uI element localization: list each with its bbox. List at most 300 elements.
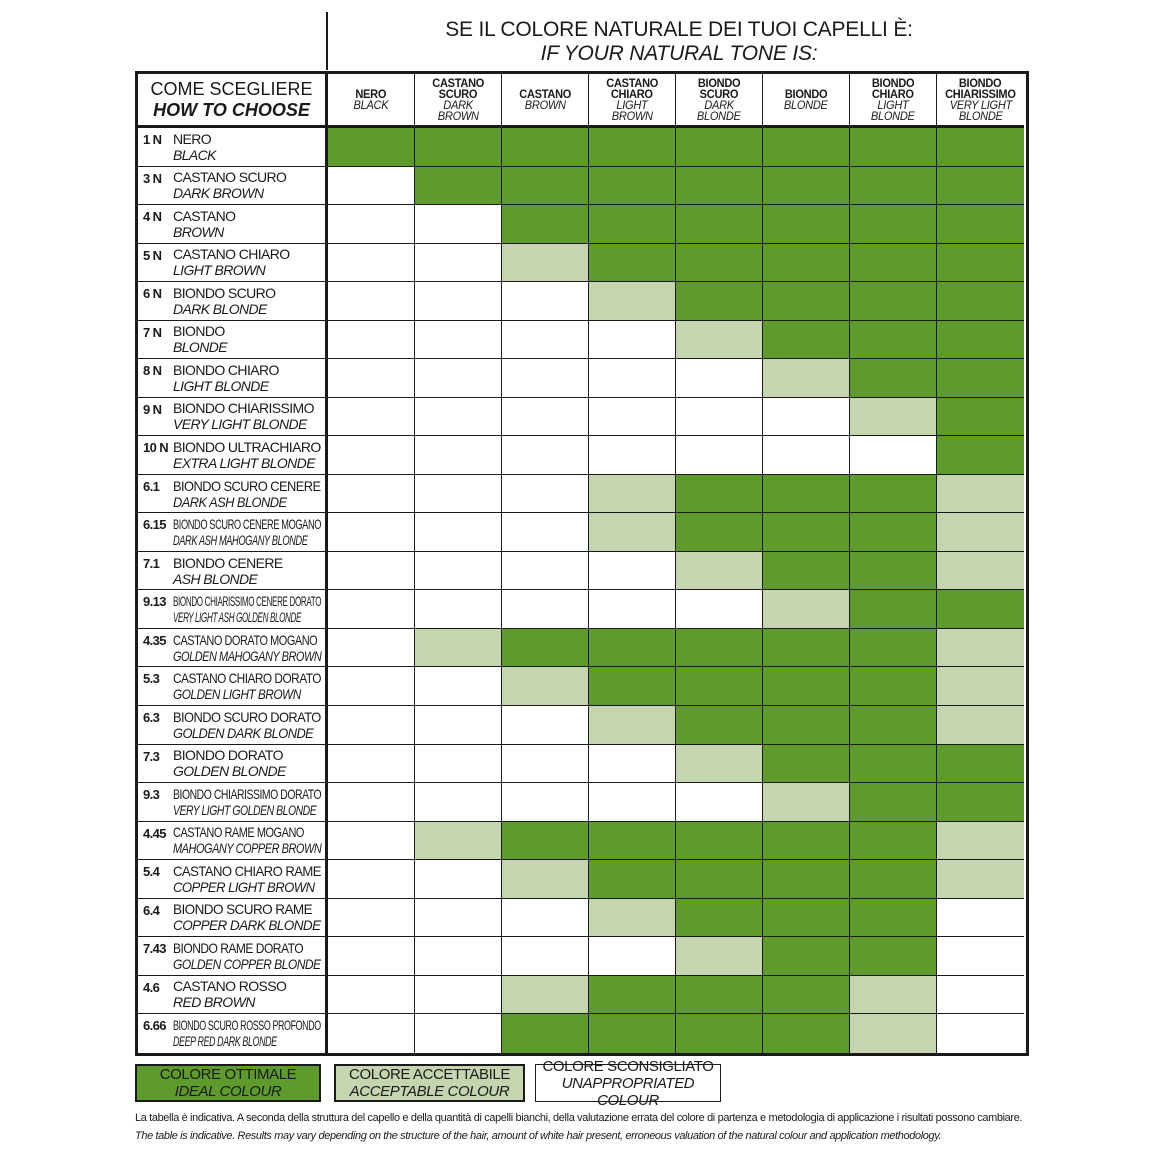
rating-cell-ideal — [328, 128, 415, 167]
rating-cell-acceptable — [937, 667, 1024, 706]
rating-cell-ideal — [589, 822, 676, 861]
rating-cell-unappropriated — [328, 667, 415, 706]
rating-cell-ideal — [850, 860, 937, 899]
row-label — [138, 629, 328, 668]
rating-cell-ideal — [763, 1014, 850, 1053]
row-names — [173, 439, 321, 471]
column-header-en: BLONDE — [784, 97, 828, 112]
row-name-en: MAHOGANY COPPER BROWN — [173, 840, 322, 857]
rating-cell-unappropriated — [328, 899, 415, 938]
row-label — [138, 860, 328, 899]
rating-cell-acceptable — [937, 629, 1024, 668]
rating-cell-ideal — [763, 706, 850, 745]
row-name-it: CASTANO SCURO — [173, 169, 287, 186]
rating-cell-ideal — [502, 205, 589, 244]
row-code: 4.6 — [143, 979, 160, 995]
rating-cell-ideal — [589, 629, 676, 668]
column-header — [415, 74, 502, 128]
rating-cell-ideal — [502, 629, 589, 668]
rating-cell-ideal — [850, 359, 937, 398]
row-name-en: COPPER LIGHT BROWN — [173, 878, 315, 895]
row-name-it: CASTANO — [173, 207, 236, 224]
rating-cell-ideal — [676, 706, 763, 745]
rating-cell-ideal — [850, 128, 937, 167]
rating-cell-acceptable — [589, 475, 676, 514]
rating-cell-ideal — [937, 359, 1024, 398]
rating-cell-unappropriated — [502, 745, 589, 784]
row-code: 10 N — [143, 440, 169, 456]
row-code: 7.1 — [143, 555, 160, 571]
rating-cell-unappropriated — [415, 706, 502, 745]
rating-cell-unappropriated — [415, 552, 502, 591]
legend-unappropriated-label-en: UNAPPROPRIATED COLOUR — [561, 1074, 695, 1109]
row-code: 5 N — [143, 247, 162, 263]
rating-cell-ideal — [937, 745, 1024, 784]
rating-cell-ideal — [589, 244, 676, 283]
rating-cell-unappropriated — [676, 436, 763, 475]
rating-cell-ideal — [676, 976, 763, 1015]
rating-cell-ideal — [850, 321, 937, 360]
rating-cell-unappropriated — [328, 167, 415, 206]
row-name-it: BIONDO CHIARISSIMO — [173, 400, 314, 417]
rating-cell-ideal — [502, 1014, 589, 1053]
row-names — [173, 901, 326, 933]
row-name-en: GOLDEN LIGHT BROWN — [173, 686, 301, 703]
row-code: 6.66 — [143, 1018, 166, 1034]
rating-cell-unappropriated — [676, 783, 763, 822]
row-name-it: CASTANO CHIARO RAME — [173, 862, 321, 879]
row-label — [138, 783, 328, 822]
rating-cell-ideal — [763, 629, 850, 668]
rating-cell-unappropriated — [415, 590, 502, 629]
row-names — [173, 747, 286, 779]
rating-cell-unappropriated — [415, 436, 502, 475]
rating-cell-unappropriated — [415, 783, 502, 822]
rating-cell-ideal — [850, 899, 937, 938]
rating-cell-unappropriated — [502, 590, 589, 629]
rating-cell-ideal — [850, 706, 937, 745]
column-header-en: DARK — [704, 97, 734, 112]
rating-cell-acceptable — [502, 976, 589, 1015]
column-header — [502, 74, 589, 128]
rating-cell-unappropriated — [328, 706, 415, 745]
rating-cell-ideal — [676, 667, 763, 706]
rating-cell-acceptable — [589, 282, 676, 321]
rating-cell-unappropriated — [415, 745, 502, 784]
row-name-it: CASTANO DORATO MOGANO — [173, 631, 318, 648]
column-header-it: BIONDO — [959, 75, 1002, 90]
row-name-en: RED BROWN — [173, 994, 255, 1011]
rating-cell-unappropriated — [589, 937, 676, 976]
row-name-en: DEEP RED DARK BLONDE — [173, 1033, 277, 1050]
column-header-en: BLONDE — [958, 108, 1003, 123]
rating-cell-ideal — [850, 282, 937, 321]
rating-cell-ideal — [763, 937, 850, 976]
rating-cell-ideal — [763, 128, 850, 167]
rating-cell-unappropriated — [415, 860, 502, 899]
legend-acceptable-label-en: ACCEPTABLE COLOUR — [349, 1083, 510, 1100]
row-name-en: GOLDEN DARK BLONDE — [173, 724, 314, 741]
rating-cell-ideal — [763, 513, 850, 552]
row-code: 6.1 — [143, 478, 160, 494]
rating-cell-unappropriated — [502, 436, 589, 475]
rating-cell-unappropriated — [763, 436, 850, 475]
column-header-en: BLONDE — [871, 108, 915, 123]
rating-cell-ideal — [676, 244, 763, 283]
rating-cell-acceptable — [937, 513, 1024, 552]
rating-cell-unappropriated — [502, 398, 589, 437]
corner-label-en: HOW TO CHOOSE — [153, 99, 310, 120]
rating-cell-ideal — [850, 745, 937, 784]
column-header — [589, 74, 676, 128]
rating-cell-unappropriated — [502, 899, 589, 938]
column-header-it: CHIARISSIMO — [945, 86, 1016, 101]
row-code: 8 N — [143, 363, 162, 379]
row-code: 7.3 — [143, 748, 160, 764]
row-label — [138, 590, 328, 629]
column-header-en: BROWN — [437, 108, 479, 123]
row-name-it: BIONDO CENERE — [173, 554, 283, 571]
rating-cell-ideal — [589, 860, 676, 899]
row-names — [173, 863, 328, 895]
rating-cell-unappropriated — [502, 937, 589, 976]
row-code: 4.35 — [143, 632, 166, 648]
rating-cell-ideal — [763, 976, 850, 1015]
row-code: 6 N — [143, 286, 162, 302]
rating-cell-acceptable — [676, 745, 763, 784]
rating-cell-unappropriated — [328, 398, 415, 437]
row-names — [173, 400, 314, 432]
row-name-it: CASTANO ROSSO — [173, 978, 287, 995]
row-label — [138, 436, 328, 475]
rating-cell-unappropriated — [328, 552, 415, 591]
rating-cell-ideal — [589, 1014, 676, 1053]
rating-cell-acceptable — [763, 590, 850, 629]
rating-cell-acceptable — [763, 359, 850, 398]
row-label — [138, 976, 328, 1015]
rating-cell-ideal — [763, 899, 850, 938]
rating-cell-ideal — [763, 745, 850, 784]
rating-cell-unappropriated — [328, 783, 415, 822]
row-name-en: BLONDE — [173, 339, 227, 356]
rating-cell-unappropriated — [676, 398, 763, 437]
rating-cell-ideal — [937, 436, 1024, 475]
row-name-it: BIONDO DORATO — [173, 747, 283, 764]
row-name-it: NERO — [173, 130, 212, 147]
row-code: 9 N — [143, 401, 162, 417]
rating-cell-acceptable — [937, 706, 1024, 745]
rating-cell-ideal — [502, 822, 589, 861]
rating-cell-unappropriated — [589, 436, 676, 475]
rating-cell-unappropriated — [937, 899, 1024, 938]
rating-cell-ideal — [850, 783, 937, 822]
column-header — [328, 74, 415, 128]
row-name-it: BIONDO SCURO ROSSO PROFONDO — [173, 1017, 321, 1034]
rating-cell-acceptable — [937, 822, 1024, 861]
row-name-en: COPPER DARK BLONDE — [173, 917, 321, 934]
rating-cell-unappropriated — [589, 783, 676, 822]
rating-cell-acceptable — [676, 937, 763, 976]
rating-cell-unappropriated — [589, 359, 676, 398]
rating-cell-unappropriated — [937, 937, 1024, 976]
row-names — [173, 786, 328, 818]
rating-cell-unappropriated — [328, 475, 415, 514]
rating-cell-ideal — [850, 667, 937, 706]
rating-cell-acceptable — [589, 706, 676, 745]
row-name-en: DARK BROWN — [173, 185, 264, 202]
row-name-it: BIONDO SCURO DORATO — [173, 708, 321, 725]
rating-cell-ideal — [763, 167, 850, 206]
row-name-it: CASTANO CHIARO — [173, 246, 290, 263]
row-code: 6.15 — [143, 517, 166, 533]
row-names — [173, 285, 275, 317]
rating-cell-acceptable — [937, 552, 1024, 591]
column-header-it: CHIARO — [611, 86, 653, 101]
row-name-en: DARK ASH MAHOGANY BLONDE — [173, 532, 308, 549]
row-names — [173, 593, 328, 625]
column-header-en: BLACK — [353, 97, 389, 112]
rating-cell-acceptable — [850, 398, 937, 437]
row-names — [173, 169, 286, 201]
rating-cell-ideal — [676, 899, 763, 938]
row-names — [173, 555, 283, 587]
rating-cell-acceptable — [589, 513, 676, 552]
row-label — [138, 745, 328, 784]
chart-title-english: IF YOUR NATURAL TONE IS: — [540, 42, 818, 65]
rating-cell-unappropriated — [415, 244, 502, 283]
rating-cell-acceptable — [589, 899, 676, 938]
legend-unappropriated-label-it: COLORE SCONSIGLIATO — [542, 1057, 714, 1075]
rating-cell-ideal — [676, 513, 763, 552]
rating-cell-ideal — [850, 167, 937, 206]
row-code: 1 N — [143, 132, 162, 147]
row-code: 9.13 — [143, 594, 166, 610]
rating-cell-ideal — [850, 937, 937, 976]
rating-cell-unappropriated — [589, 398, 676, 437]
row-code: 6.4 — [143, 902, 160, 918]
row-name-it: CASTANO RAME MOGANO — [173, 824, 304, 841]
rating-cell-acceptable — [676, 552, 763, 591]
row-label — [138, 205, 328, 244]
rating-cell-acceptable — [502, 667, 589, 706]
column-header — [763, 74, 850, 128]
column-header-it: BIONDO — [697, 75, 741, 90]
row-code: 6.3 — [143, 709, 160, 725]
rating-cell-ideal — [676, 167, 763, 206]
row-name-it: BIONDO CHIARISSIMO CENERE DORATO — [173, 593, 322, 610]
rating-cell-ideal — [937, 783, 1024, 822]
row-code: 3 N — [143, 170, 162, 186]
color-choice-table — [135, 71, 1029, 1056]
column-header — [937, 74, 1024, 128]
row-name-en: VERY LIGHT ASH GOLDEN BLONDE — [173, 609, 302, 626]
column-header-en: DARK — [443, 97, 473, 112]
column-header-it: BIONDO — [784, 86, 828, 101]
rating-cell-ideal — [589, 667, 676, 706]
rating-cell-ideal — [763, 822, 850, 861]
rating-cell-unappropriated — [328, 205, 415, 244]
rating-cell-ideal — [937, 244, 1024, 283]
legend-ideal-label-en: IDEAL COLOUR — [174, 1083, 282, 1100]
rating-cell-unappropriated — [415, 667, 502, 706]
rating-cell-ideal — [676, 860, 763, 899]
row-name-it: BIONDO RAME DORATO — [173, 939, 304, 956]
rating-cell-unappropriated — [415, 976, 502, 1015]
rating-cell-unappropriated — [676, 359, 763, 398]
legend-ideal — [135, 1064, 321, 1102]
row-name-en: LIGHT BLONDE — [173, 377, 269, 394]
rating-cell-acceptable — [502, 860, 589, 899]
column-header-it: SCURO — [438, 86, 478, 101]
rating-cell-unappropriated — [415, 937, 502, 976]
row-names — [173, 940, 328, 972]
row-label — [138, 1014, 328, 1053]
row-label — [138, 706, 328, 745]
row-name-en: ASH BLONDE — [173, 570, 258, 587]
row-name-en: VERY LIGHT GOLDEN BLONDE — [173, 801, 317, 818]
rating-cell-unappropriated — [415, 398, 502, 437]
rating-cell-unappropriated — [415, 475, 502, 514]
rating-cell-ideal — [676, 205, 763, 244]
row-label — [138, 552, 328, 591]
row-name-it: BIONDO SCURO RAME — [173, 901, 313, 918]
column-header-it: BIONDO — [871, 75, 915, 90]
rating-cell-unappropriated — [328, 1014, 415, 1053]
row-label — [138, 937, 328, 976]
row-names — [173, 478, 328, 510]
row-code: 4 N — [143, 209, 162, 225]
row-name-en: EXTRA LIGHT BLONDE — [173, 455, 315, 472]
rating-cell-ideal — [676, 629, 763, 668]
rating-cell-unappropriated — [415, 513, 502, 552]
rating-cell-ideal — [937, 167, 1024, 206]
rating-cell-ideal — [937, 205, 1024, 244]
rating-cell-unappropriated — [937, 976, 1024, 1015]
rating-cell-unappropriated — [502, 706, 589, 745]
rating-cell-ideal — [589, 167, 676, 206]
row-names — [173, 208, 235, 240]
rating-cell-unappropriated — [502, 513, 589, 552]
rating-cell-unappropriated — [328, 822, 415, 861]
column-header — [850, 74, 937, 128]
rating-cell-ideal — [850, 244, 937, 283]
rating-cell-unappropriated — [328, 937, 415, 976]
rating-cell-acceptable — [850, 976, 937, 1015]
row-name-en: BROWN — [173, 223, 224, 240]
rating-cell-ideal — [850, 513, 937, 552]
rating-cell-ideal — [676, 128, 763, 167]
rating-cell-acceptable — [850, 1014, 937, 1053]
rating-cell-unappropriated — [415, 359, 502, 398]
column-header-en: LIGHT — [616, 97, 648, 112]
rating-cell-ideal — [415, 128, 502, 167]
rating-cell-unappropriated — [589, 590, 676, 629]
rating-cell-unappropriated — [328, 321, 415, 360]
row-name-it: BIONDO CHIARISSIMO DORATO — [173, 785, 322, 802]
rating-cell-unappropriated — [328, 590, 415, 629]
column-header-it: CASTANO — [432, 75, 484, 90]
rating-cell-acceptable — [502, 244, 589, 283]
column-header-en: BLONDE — [697, 108, 741, 123]
row-names — [173, 246, 290, 278]
row-code: 9.3 — [143, 787, 160, 803]
column-header-it: CASTANO — [606, 75, 658, 90]
row-label — [138, 167, 328, 206]
rating-cell-unappropriated — [328, 436, 415, 475]
row-name-it: BIONDO — [173, 323, 225, 340]
rating-cell-acceptable — [415, 629, 502, 668]
rating-cell-ideal — [850, 590, 937, 629]
legend-acceptable — [334, 1064, 525, 1102]
rating-cell-ideal — [850, 629, 937, 668]
rating-cell-unappropriated — [589, 745, 676, 784]
rating-cell-unappropriated — [328, 745, 415, 784]
row-name-it: BIONDO SCURO — [173, 284, 276, 301]
rating-cell-ideal — [676, 822, 763, 861]
row-code: 7 N — [143, 324, 162, 340]
rating-cell-ideal — [676, 282, 763, 321]
rating-cell-ideal — [502, 167, 589, 206]
footnote-english: The table is indicative. Results may vary depending on the structure of the hair, amount of white hair present, erroneous valuation of the natural colour and application methodology. — [135, 1130, 942, 1142]
chart-title-italian: SE IL COLORE NATURALE DEI TUOI CAPELLI È: — [445, 18, 913, 41]
rating-cell-unappropriated — [502, 475, 589, 514]
column-header-it: SCURO — [699, 86, 739, 101]
legend-acceptable-label-it: COLORE ACCETTABILE — [349, 1066, 510, 1083]
rating-cell-unappropriated — [850, 436, 937, 475]
footnote-italian: La tabella è indicativa. A seconda della struttura del capello e della quantità di capelli bianchi, della valutazione errata del colore di partenza e metodologia di applicazione i risultati possono cambiare. — [135, 1112, 1023, 1124]
rating-cell-unappropriated — [502, 282, 589, 321]
row-name-en: DARK BLONDE — [173, 300, 267, 317]
row-name-en: BLACK — [173, 146, 216, 163]
row-names — [173, 323, 227, 355]
rating-cell-unappropriated — [415, 205, 502, 244]
rating-cell-unappropriated — [328, 282, 415, 321]
rating-cell-ideal — [763, 860, 850, 899]
row-label — [138, 667, 328, 706]
rating-cell-unappropriated — [502, 321, 589, 360]
rating-cell-unappropriated — [328, 359, 415, 398]
row-code: 5.4 — [143, 864, 160, 880]
row-code: 5.3 — [143, 671, 160, 687]
row-code: 7.43 — [143, 941, 166, 957]
row-name-it: BIONDO CHIARO — [173, 361, 279, 378]
rating-cell-unappropriated — [676, 590, 763, 629]
rating-cell-ideal — [937, 282, 1024, 321]
rating-cell-acceptable — [763, 783, 850, 822]
row-label — [138, 513, 328, 552]
row-label — [138, 899, 328, 938]
row-name-en: GOLDEN COPPER BLONDE — [173, 955, 321, 972]
legend-unappropriated — [535, 1057, 721, 1109]
rating-cell-unappropriated — [502, 783, 589, 822]
row-label — [138, 822, 328, 861]
rating-cell-ideal — [763, 552, 850, 591]
column-header-it: NERO — [355, 86, 387, 101]
rating-cell-ideal — [850, 205, 937, 244]
rating-cell-unappropriated — [328, 629, 415, 668]
row-names — [173, 362, 279, 394]
row-names — [173, 978, 286, 1010]
row-names — [173, 709, 328, 741]
rating-cell-unappropriated — [589, 321, 676, 360]
rating-cell-unappropriated — [415, 321, 502, 360]
row-name-en: LIGHT BROWN — [173, 262, 266, 279]
row-name-it: BIONDO SCURO CENERE — [173, 477, 321, 494]
rating-cell-ideal — [502, 128, 589, 167]
row-names — [173, 632, 328, 664]
row-names — [173, 516, 328, 548]
rating-cell-acceptable — [415, 822, 502, 861]
